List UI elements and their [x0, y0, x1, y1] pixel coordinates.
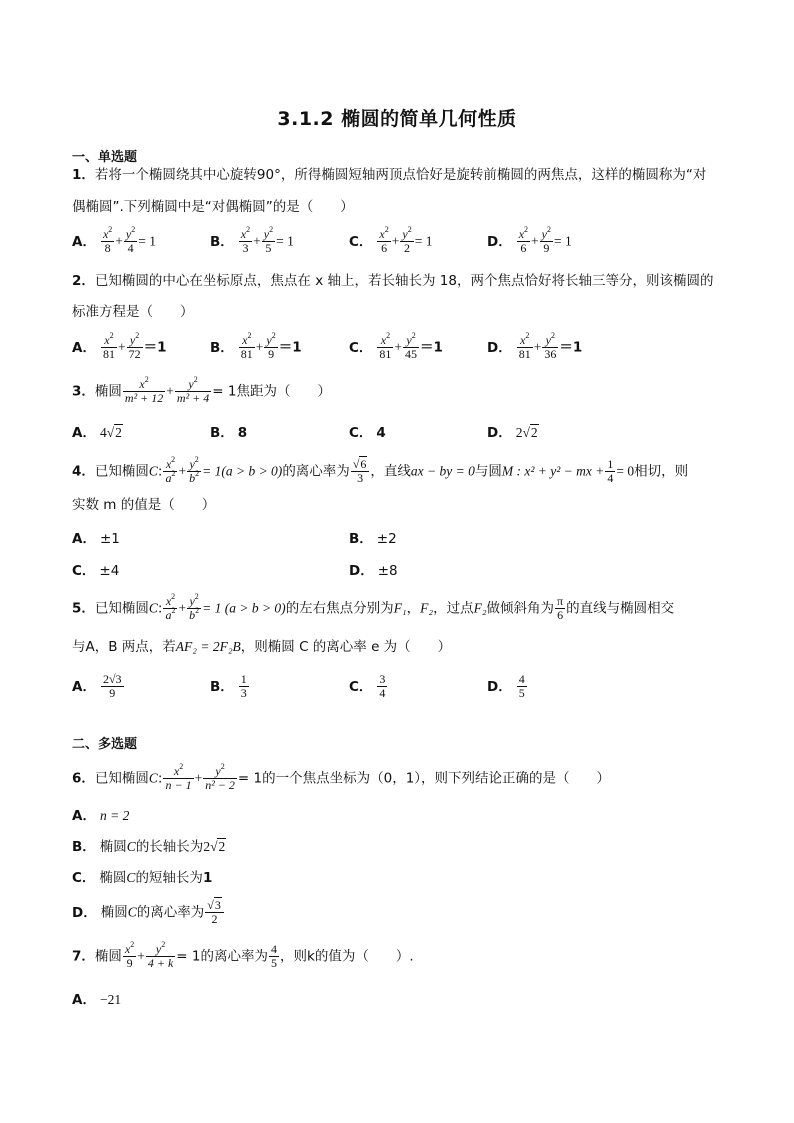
q6-option-d[interactable]: D． 椭圆C的离心率为 $\frac{√3}{2}$ — [72, 899, 225, 926]
q2-line-1: 2．已知椭圆的中心在坐标原点，焦点在 x 轴上，若长轴长为 18，两个焦点恰好将长轴三等分，则该椭圆的 — [72, 273, 714, 289]
q6-option-a[interactable]: A． n = 2 — [72, 808, 130, 824]
q7-line-1: 7．椭圆 $\frac{x^2}{9}$ + $\frac{y^2}{4 + k}$ = 1的离心率为 $\frac{4}{5}$ ，则k的值为（ ）. — [72, 940, 414, 970]
page-title: 3.1.2 椭圆的简单几何性质 — [277, 108, 517, 130]
q4-line-1: 4．已知椭圆C: $\frac{x^2}{a^2}$ + $\frac{y^2}{b^2}$ = 1(a > b > 0)的离心率为 $\frac{√6}{3}$ ，直线ax − by = 0与圆M : x² + y² − mx + $\frac{1}{4}$ = 0相切，则 — [72, 455, 689, 485]
q1-option-b[interactable]: B． $\frac{x^2}{3}$ + $\frac{y^2}{5}$ = 1 — [210, 225, 294, 255]
q5-option-d[interactable]: D． $\frac{4}{5}$ — [487, 672, 525, 700]
q3-option-c[interactable]: C． 4 — [349, 425, 386, 441]
q2-option-a[interactable]: A． $\frac{x^2}{81}$ + $\frac{y^2}{72}$ ＝1 — [72, 331, 167, 361]
sqrt-icon: √ — [106, 425, 115, 440]
q5-line-1: 5．已知椭圆C: $\frac{x^2}{a^2}$ + $\frac{y^2}{b^2}$ = 1 (a > b > 0)的左右焦点分别为F₁，F₂，过点F₂做倾斜角为 $\frac{\pi}{6}$ 的直线与椭圆相交 — [72, 592, 675, 622]
q2-option-b[interactable]: B． $\frac{x^2}{81}$ + $\frac{y^2}{9}$ ＝1 — [210, 331, 302, 361]
q6-line-1: 6．已知椭圆C: $\frac{x^2}{n - 1}$ + $\frac{y^2}{\text{n² − 2}}$ = 1的一个焦点坐标为（0，1），则下列结论正确的是（ ） — [72, 762, 611, 792]
q1-option-d[interactable]: D． $\frac{x^2}{6}$ + $\frac{y^2}{9}$ = 1 — [487, 225, 572, 255]
section-multi-choice: 二、多选题 — [72, 737, 138, 752]
sqrt-icon: √ — [522, 425, 530, 440]
q1-line-1: 1．若将一个椭圆绕其中心旋转90°，所得椭圆短轴两顶点恰好是旋转前椭圆的两焦点，这样的椭圆称为“对 — [72, 167, 707, 183]
q6-option-b[interactable]: B． 椭圆C的长轴长为2√2 — [72, 839, 226, 855]
q3-option-b[interactable]: B． 8 — [210, 425, 248, 441]
q4-line-2: 实数 m 的值是（ ） — [72, 497, 216, 513]
q2-option-c[interactable]: C． $\frac{x^2}{81}$ + $\frac{y^2}{45}$ ＝1 — [349, 331, 443, 361]
q4-option-c[interactable]: C． ±4 — [72, 563, 120, 579]
q7-option-a[interactable]: A． −21 — [72, 992, 122, 1008]
q3-option-d[interactable]: D． 2√2 — [487, 425, 538, 441]
q2-option-d[interactable]: D． $\frac{x^2}{81}$ + $\frac{y^2}{36}$ ＝1 — [487, 331, 583, 361]
section-single-choice: 一、单选题 — [72, 150, 138, 165]
q5-option-b[interactable]: B． $\frac{1}{3}$ — [210, 672, 247, 700]
q3-option-a[interactable]: A． 4√2 — [72, 425, 122, 441]
q2-line-2: 标准方程是（ ） — [72, 304, 194, 320]
q5-option-a[interactable]: A． $\frac{2√3}{9}$ — [72, 672, 122, 700]
q1-option-a[interactable]: A． $\frac{x^2}{8}$ + $\frac{y^2}{4}$ = 1 — [72, 225, 156, 255]
q4-option-a[interactable]: A． ±1 — [72, 531, 120, 547]
q3-line-1: 3．椭圆 $\frac{x^2}{\text{m² + 12}}$ + $\frac{y^2}{\text{m² + 4}}$ = 1焦距为（ ） — [72, 375, 331, 405]
q6-option-c[interactable]: C． 椭圆C的短轴长为1 — [72, 870, 213, 886]
q5-line-2: 与A，B 两点，若AF₂ = 2F₂B，则椭圆 C 的离心率 e 为（ ） — [72, 639, 452, 655]
q4-option-b[interactable]: B． ±2 — [349, 531, 397, 547]
q1-line-2: 偶椭圆”.下列椭圆中是“对偶椭圆”的是（ ） — [72, 199, 354, 215]
q5-option-c[interactable]: C． $\frac{3}{4}$ — [349, 672, 386, 700]
q1-option-c[interactable]: C． $\frac{x^2}{6}$ + $\frac{y^2}{2}$ = 1 — [349, 225, 433, 255]
sqrt-icon: √ — [210, 839, 218, 854]
q4-option-d[interactable]: D． ±8 — [349, 563, 398, 579]
